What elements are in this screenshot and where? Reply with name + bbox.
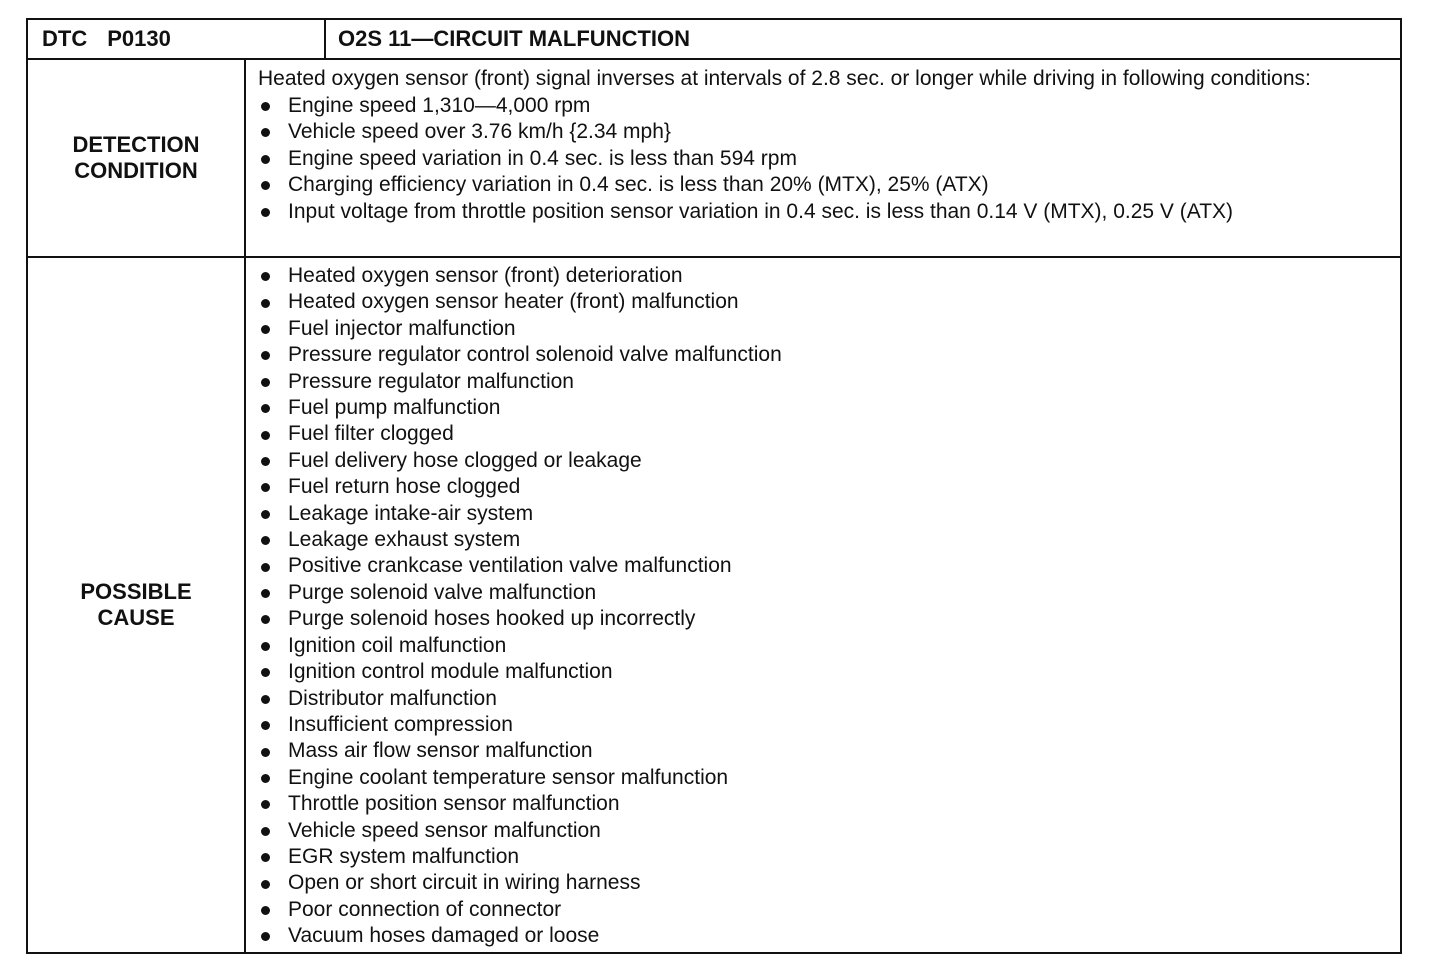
bullet-icon xyxy=(261,155,270,164)
bullet-icon xyxy=(261,483,270,492)
list-item xyxy=(258,553,1392,579)
list-item xyxy=(258,897,1392,923)
dtc-title: O2S 11—CIRCUIT MALFUNCTION xyxy=(338,26,691,51)
list-item-text: Distributor malfunction xyxy=(288,686,497,710)
list-item xyxy=(258,369,1392,395)
list-item-text: Ignition coil malfunction xyxy=(288,633,507,657)
bullet-icon xyxy=(261,431,270,440)
list-item xyxy=(258,395,1392,421)
detection-label-line1: DETECTION xyxy=(72,132,200,157)
detection-condition-row xyxy=(28,60,1400,258)
bullet-icon xyxy=(261,695,270,704)
list-item-text: Purge solenoid valve malfunction xyxy=(288,580,597,604)
list-item xyxy=(258,712,1392,738)
bullet-icon xyxy=(261,208,270,217)
bullet-icon xyxy=(261,128,270,137)
list-item xyxy=(258,146,1392,173)
list-item xyxy=(258,870,1392,896)
list-item xyxy=(258,738,1392,764)
list-item xyxy=(258,501,1392,527)
dtc-code: P0130 xyxy=(107,26,171,51)
list-item-text: Engine speed variation in 0.4 sec. is less than 594 rpm xyxy=(288,146,797,170)
bullet-icon xyxy=(261,299,270,308)
list-item-text: Fuel pump malfunction xyxy=(288,396,501,420)
list-item-text: Vehicle speed sensor malfunction xyxy=(288,818,601,842)
bullet-icon xyxy=(261,404,270,413)
list-item xyxy=(258,606,1392,632)
bullet-icon xyxy=(261,800,270,809)
list-item xyxy=(258,342,1392,368)
bullet-icon xyxy=(261,510,270,519)
list-item xyxy=(258,474,1392,500)
bullet-icon xyxy=(261,378,270,387)
list-item-text: Fuel filter clogged xyxy=(288,422,454,446)
detection-intro: Heated oxygen sensor (front) signal inverses at intervals of 2.8 sec. or longer while driving in following conditions: xyxy=(258,67,1311,90)
list-item-text: Ignition control module malfunction xyxy=(288,660,613,684)
list-item-text: Poor connection of connector xyxy=(288,897,562,921)
list-item xyxy=(258,263,1392,289)
dtc-label: DTC xyxy=(42,26,88,51)
list-item xyxy=(258,686,1392,712)
list-item-text: Heated oxygen sensor (front) deterioration xyxy=(288,264,683,287)
possible-cause-content xyxy=(246,258,1400,952)
bullet-icon xyxy=(261,563,270,572)
list-item-text: EGR system malfunction xyxy=(288,844,520,868)
list-item xyxy=(258,172,1392,199)
list-item-text: Pressure regulator malfunction xyxy=(288,369,574,393)
dtc-code-cell xyxy=(28,20,326,58)
list-item xyxy=(258,633,1392,659)
list-item xyxy=(258,844,1392,870)
detection-condition-list xyxy=(258,93,1392,226)
bullet-icon xyxy=(261,827,270,836)
list-item-text: Leakage intake-air system xyxy=(288,501,534,525)
bullet-icon xyxy=(261,272,270,281)
list-item xyxy=(258,316,1392,342)
list-item xyxy=(258,119,1392,146)
list-item-text: Purge solenoid hoses hooked up incorrectly xyxy=(288,607,696,631)
list-item-text: Engine speed 1,310—4,000 rpm xyxy=(288,93,591,117)
bullet-icon xyxy=(261,642,270,651)
list-item xyxy=(258,199,1392,226)
detection-label-line2: CONDITION xyxy=(74,158,198,183)
bullet-icon xyxy=(261,668,270,677)
bullet-icon xyxy=(261,351,270,360)
bullet-icon xyxy=(261,853,270,862)
list-item xyxy=(258,421,1392,447)
list-item xyxy=(258,448,1392,474)
bullet-icon xyxy=(261,721,270,730)
list-item-text: Mass air flow sensor malfunction xyxy=(288,739,593,763)
list-item xyxy=(258,923,1392,949)
possible-cause-row xyxy=(28,258,1400,952)
bullet-icon xyxy=(261,102,270,111)
bullet-icon xyxy=(261,457,270,466)
list-item-text: Heated oxygen sensor heater (front) malfunction xyxy=(288,290,739,314)
bullet-icon xyxy=(261,325,270,334)
list-item-text: Fuel return hose clogged xyxy=(288,475,521,499)
list-item-text: Vacuum hoses damaged or loose xyxy=(288,924,600,948)
possible-cause-list xyxy=(258,263,1392,950)
list-item-text: Charging efficiency variation in 0.4 sec. is less than 20% (MTX), 25% (ATX) xyxy=(288,173,989,196)
list-item xyxy=(258,527,1392,553)
cause-label-line2: CAUSE xyxy=(97,605,175,630)
bullet-icon xyxy=(261,615,270,624)
list-item-text: Vehicle speed over 3.76 km/h {2.34 mph} xyxy=(288,120,671,143)
list-item-text: Positive crankcase ventilation valve malfunction xyxy=(288,554,732,578)
list-item-text: Open or short circuit in wiring harness xyxy=(288,871,641,895)
list-item xyxy=(258,791,1392,817)
bullet-icon xyxy=(261,181,270,190)
list-item xyxy=(258,580,1392,606)
list-item-text: Insufficient compression xyxy=(288,712,513,736)
list-item-text: Pressure regulator control solenoid valve malfunction xyxy=(288,343,782,367)
detection-condition-label xyxy=(28,60,246,256)
list-item xyxy=(258,289,1392,315)
bullet-icon xyxy=(261,748,270,757)
bullet-icon xyxy=(261,774,270,783)
bullet-icon xyxy=(261,932,270,941)
list-item xyxy=(258,765,1392,791)
list-item xyxy=(258,659,1392,685)
dtc-table xyxy=(26,18,1402,954)
possible-cause-label xyxy=(28,258,246,952)
list-item-text: Input voltage from throttle position sensor variation in 0.4 sec. is less than 0.14 V (MTX), 0.25 V (ATX) xyxy=(288,199,1234,223)
list-item xyxy=(258,818,1392,844)
list-item-text: Throttle position sensor malfunction xyxy=(288,792,620,816)
list-item xyxy=(258,93,1392,120)
cause-label-line1: POSSIBLE xyxy=(80,579,192,604)
list-item-text: Fuel delivery hose clogged or leakage xyxy=(288,448,642,472)
list-item-text: Leakage exhaust system xyxy=(288,528,521,552)
bullet-icon xyxy=(261,880,270,889)
bullet-icon xyxy=(261,536,270,545)
bullet-icon xyxy=(261,589,270,598)
list-item-text: Engine coolant temperature sensor malfunction xyxy=(288,765,729,789)
list-item-text: Fuel injector malfunction xyxy=(288,316,516,340)
bullet-icon xyxy=(261,906,270,915)
detection-condition-content xyxy=(246,60,1400,256)
table-header-row xyxy=(28,20,1400,60)
